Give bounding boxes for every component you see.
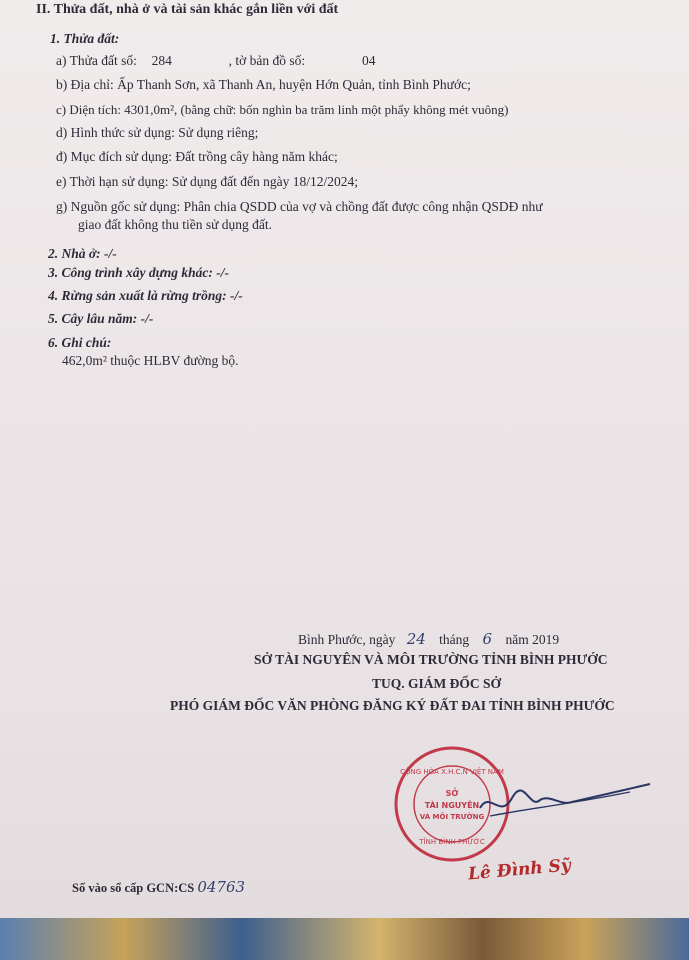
seal-bottom-text: TỈNH BÌNH PHƯỚC bbox=[419, 838, 485, 846]
registry-line bbox=[72, 878, 245, 896]
notes-heading: 6. Ghi chú: bbox=[48, 335, 112, 350]
land-heading: 1. Thửa đất: bbox=[50, 31, 120, 46]
date-year: năm 2019 bbox=[505, 632, 560, 647]
date-prefix: Bình Phước, ngày bbox=[298, 632, 396, 647]
area-line: c) Diện tích: 4301,0m², (bằng chữ: bốn nghìn ba trăm linh một phẩy không mét vuông) bbox=[56, 102, 509, 117]
authority-line-3: PHÓ GIÁM ĐỐC VĂN PHÒNG ĐĂNG KÝ ĐẤT ĐAI TỈNH BÌNH PHƯỚC bbox=[170, 698, 615, 713]
notes-text: 462,0m² thuộc HLBV đường bộ. bbox=[62, 353, 239, 368]
authority-line-2: TUQ. GIÁM ĐỐC SỞ bbox=[372, 676, 502, 691]
parcel-line bbox=[56, 53, 375, 69]
construction-line: 3. Công trình xây dựng khác: -/- bbox=[48, 265, 229, 280]
date-line bbox=[298, 630, 559, 648]
background-fabric bbox=[0, 918, 689, 960]
map-prefix: , tờ bản đồ số: bbox=[228, 53, 306, 68]
map-number: 04 bbox=[361, 53, 376, 68]
date-month: 6 bbox=[482, 630, 493, 648]
term-line: e) Thời hạn sử dụng: Sử dụng đất đến ngày 18/12/2024; bbox=[56, 174, 358, 189]
usage-form-line: d) Hình thức sử dụng: Sử dụng riêng; bbox=[56, 125, 259, 140]
parcel-number: 284 bbox=[151, 53, 172, 68]
seal-ring-text: CỘNG HÒA X.H.C.N VIỆT NAM bbox=[400, 768, 504, 776]
perennial-line: 5. Cây lâu năm: -/- bbox=[48, 311, 154, 326]
handwritten-signature bbox=[460, 780, 660, 840]
parcel-prefix: a) Thửa đất số: bbox=[56, 53, 137, 68]
origin-line-1: g) Nguồn gốc sử dụng: Phân chia QSDD của vợ và chồng đất được công nhận QSDĐ như bbox=[56, 199, 543, 214]
seal-center-2: TÀI NGUYÊN bbox=[424, 801, 480, 810]
forest-line: 4. Rừng sản xuất là rừng trồng: -/- bbox=[48, 288, 243, 303]
seal-center-3: VÀ MÔI TRƯỜNG bbox=[419, 813, 485, 821]
purpose-line: đ) Mục đích sử dụng: Đất trồng cây hàng năm khác; bbox=[56, 149, 338, 164]
address-line: b) Địa chỉ: Ấp Thanh Sơn, xã Thanh An, huyện Hớn Quản, tỉnh Bình Phước; bbox=[56, 77, 471, 92]
seal-center-1: SỞ bbox=[445, 789, 459, 798]
date-day: 24 bbox=[406, 630, 426, 648]
authority-line-1: SỞ TÀI NGUYÊN VÀ MÔI TRƯỜNG TỈNH BÌNH PHƯỚC bbox=[254, 652, 608, 667]
signer-name: Lê Đình Sỹ bbox=[467, 855, 572, 885]
registry-label: Số vào sổ cấp GCN:CS bbox=[72, 881, 195, 895]
origin-line-2: giao đất không thu tiền sử dụng đất. bbox=[78, 217, 273, 232]
house-line: 2. Nhà ở: -/- bbox=[48, 246, 117, 261]
section-title: II. Thửa đất, nhà ở và tài sản khác gắn liền với đất bbox=[36, 2, 339, 17]
registry-number: 04763 bbox=[197, 878, 246, 896]
date-month-label: tháng bbox=[439, 632, 470, 647]
